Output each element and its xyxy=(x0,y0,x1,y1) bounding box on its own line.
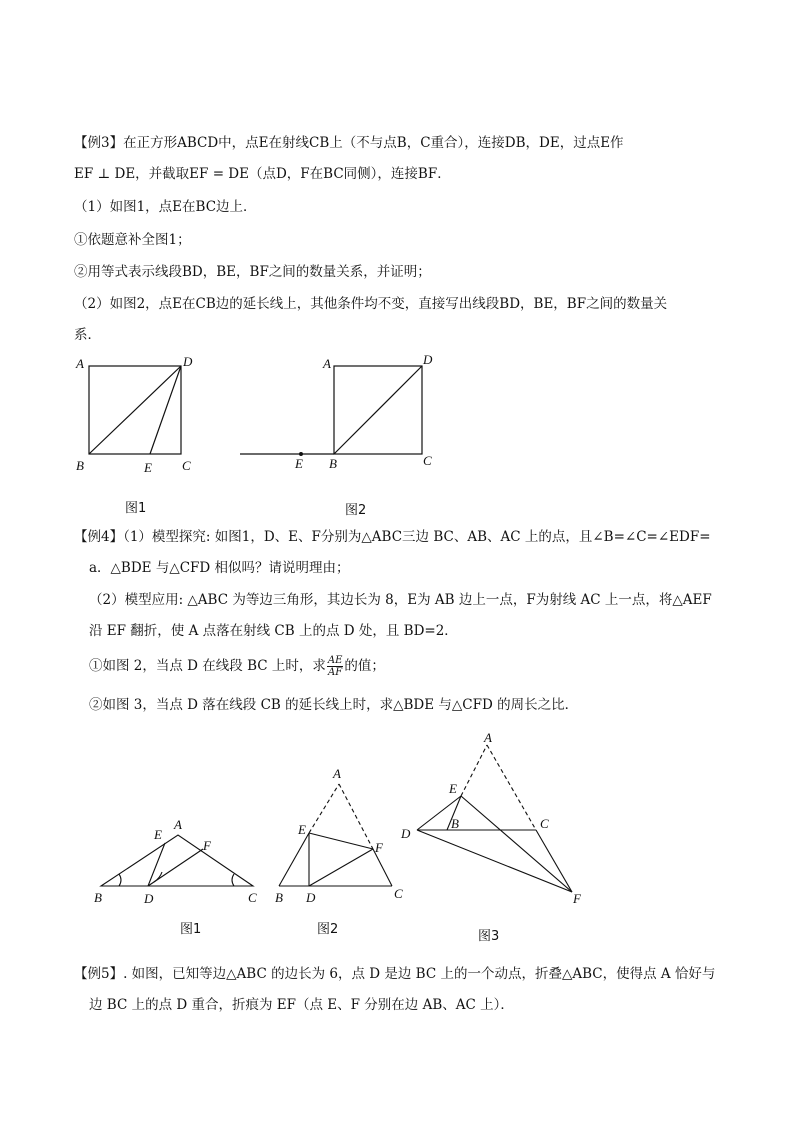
label-e: E xyxy=(154,827,162,842)
label-b: B xyxy=(94,890,102,905)
label-c: C xyxy=(394,886,403,901)
label-c: C xyxy=(423,453,432,468)
label-d: D xyxy=(144,891,154,906)
label-d: D xyxy=(401,826,411,841)
example-5-line-2: 边 BC 上的点 D 重合，折痕为 EF（点 E、F 分别在边 AB、AC 上）． xyxy=(89,997,514,1013)
label-f: F xyxy=(203,838,211,853)
example-4-q1: ①如图 2，当点 D 在线段 BC 上时，求 $\frac{AE}{AF}$ 的值； xyxy=(89,655,385,678)
label-a: A xyxy=(484,730,492,745)
label-b: B xyxy=(275,890,283,905)
example-3-line-1: 【例3】在正方形ABCD中，点E在射线CB上（不与点B，C重合），连接DB，DE，过点E作 xyxy=(74,135,624,151)
example-3-q1a: ①依题意补全图1； xyxy=(74,232,191,248)
example-3-q1b: ②用等式表示线段BD，BE，BF之间的数量关系，并证明； xyxy=(74,264,431,280)
example-3-q2-line-1: （2）如图2，点E在CB边的延长线上，其他条件均不变，直接写出线段BD，BE，BF之间的数量关 xyxy=(74,296,668,312)
label-e: E xyxy=(144,460,152,475)
segment-ea-dashed xyxy=(461,745,487,796)
example-4-figure-3-caption: 图3 xyxy=(478,929,500,944)
label-f: F xyxy=(375,840,383,855)
label-c: C xyxy=(540,816,549,831)
example-5-line-1: 【例5】. 如图，已知等边△ABC 的边长为 6，点 D 是边 BC 上的一个动点，折叠△ABC，使得点 A 恰好与 xyxy=(74,966,716,982)
label-e: E xyxy=(298,822,306,837)
label-d: D xyxy=(306,890,316,905)
label-c: C xyxy=(248,890,257,905)
example-3-tag: 【例3】 xyxy=(74,135,124,151)
example-4-line-2: a．△BDE 与△CFD 相似吗？请说明理由； xyxy=(89,560,350,576)
label-c: C xyxy=(182,458,191,473)
example-4-figure-1-caption: 图1 xyxy=(180,922,202,937)
label-e: E xyxy=(295,456,303,471)
label-a: A xyxy=(333,766,341,781)
fraction-ae-af: $\frac{AE}{AF}$ xyxy=(327,655,343,678)
segment-ef xyxy=(461,796,572,892)
example-4-figure-2-caption: 图2 xyxy=(317,922,339,937)
label-a: A xyxy=(174,817,182,832)
segment-ac-dashed xyxy=(487,745,536,830)
example-4-q2: ②如图 3，当点 D 落在线段 CB 的延长线上时，求△BDE 与△CFD 的周长之比． xyxy=(89,697,579,713)
example-4-line-4: 沿 EF 翻折，使 A 点落在射线 CB 上的点 D 处，且 BD=2． xyxy=(89,623,458,639)
example-5-tag: 【例5】 xyxy=(74,966,124,982)
example-3-figure-2-caption: 图2 xyxy=(345,503,367,518)
label-f: F xyxy=(573,891,581,906)
label-b: B xyxy=(329,456,337,471)
example-3-line-2: EF ⊥ DE，并截取EF = DE（点D，F在BC同侧），连接BF． xyxy=(74,166,451,182)
example-3-figure-1-caption: 图1 xyxy=(125,501,147,516)
example-4-line-1: 【例4】（1）模型探究: 如图1，D、E、F分别为△ABC三边 BC、AB、AC 上的点，且∠B=∠C=∠EDF= xyxy=(74,529,711,545)
example-4-tag: 【例4】 xyxy=(74,529,124,545)
segment-cf xyxy=(536,830,572,892)
segment-df xyxy=(417,830,572,892)
label-b: B xyxy=(451,816,459,831)
label-d: D xyxy=(183,354,193,369)
label-b: B xyxy=(76,458,84,473)
label-d: D xyxy=(423,352,433,367)
label-a: A xyxy=(76,356,84,371)
label-a: A xyxy=(323,356,331,371)
example-3-q2-line-2: 系． xyxy=(74,327,101,343)
example-4-line-3: （2）模型应用: △ABC 为等边三角形，其边长为 8，E为 AB 边上一点，F为射线 AC 上一点，将△AEF xyxy=(89,592,712,608)
label-e: E xyxy=(449,781,457,796)
example-3-q1: （1）如图1，点E在BC边上． xyxy=(74,199,257,215)
